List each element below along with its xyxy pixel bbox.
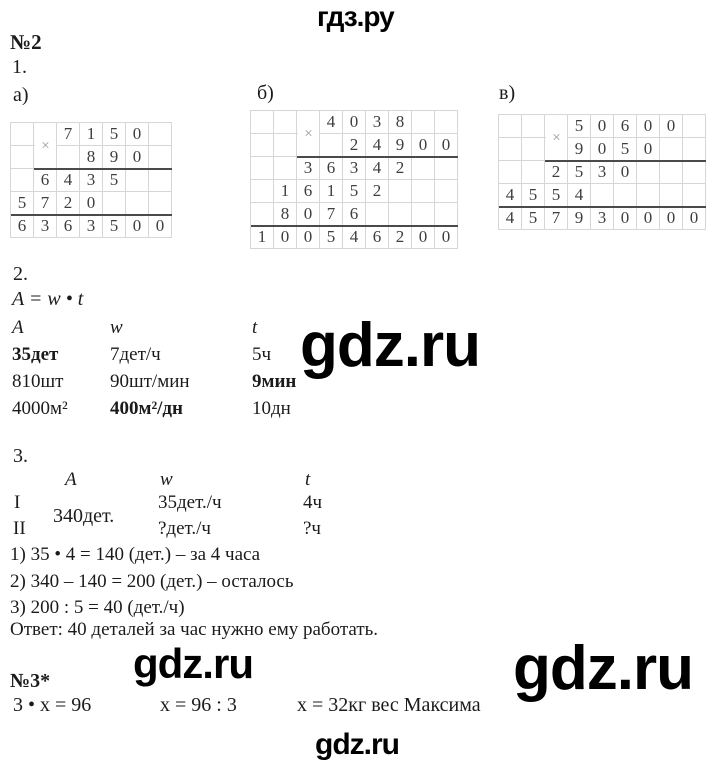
- grid-cell: [320, 134, 343, 157]
- answer-line: Ответ: 40 деталей за час нужно ему работать.: [10, 619, 379, 640]
- grid-cell: 0: [614, 207, 637, 230]
- grid-cell: 0: [683, 207, 706, 230]
- grid-cell: 4: [343, 226, 366, 249]
- part3-w2: ?дет./ч: [158, 518, 211, 539]
- grid-cell: 4: [57, 169, 80, 192]
- part3-w1: 35дет./ч: [158, 492, 222, 513]
- part3-t1: 4ч: [303, 492, 323, 513]
- grid-cell: 5: [343, 180, 366, 203]
- grid-cell: 6: [34, 169, 57, 192]
- grid-cell: 0: [614, 161, 637, 184]
- grid-cell: 3: [343, 157, 366, 180]
- part2-table-header: [12, 314, 296, 341]
- grid-cell: [11, 169, 34, 192]
- grid-cell: [591, 184, 614, 207]
- grid-cell: 0: [126, 146, 149, 169]
- grid-cell: 0: [660, 115, 683, 138]
- grid-cell: 6: [297, 180, 320, 203]
- part2-r1-t: 5ч: [252, 344, 272, 365]
- task2-title: №2: [10, 30, 42, 54]
- grid-cell: 0: [637, 115, 660, 138]
- part3-row1-label: I: [14, 492, 21, 513]
- task3-equation-2: x = 96 : 3: [160, 694, 237, 716]
- part3-header-w: w: [160, 469, 173, 490]
- multiplication-grid-a: [10, 122, 172, 238]
- part3-header-t: t: [305, 469, 311, 490]
- part2-r2-a: 810шт: [12, 371, 64, 392]
- part3-shared-a: 340дет.: [53, 505, 115, 527]
- grid-cell: [683, 184, 706, 207]
- part3-t2: ?ч: [303, 518, 321, 539]
- grid-cell: [637, 161, 660, 184]
- grid-cell: 3: [80, 215, 103, 238]
- grid-cell: [435, 203, 458, 226]
- grid-cell: 4: [366, 157, 389, 180]
- grid-cell: [366, 203, 389, 226]
- grid-cell: 0: [591, 138, 614, 161]
- grid-cell: 0: [126, 123, 149, 146]
- part2-r3-t: 10дн: [252, 398, 291, 419]
- grid-cell: [149, 123, 172, 146]
- grid-cell: [499, 115, 522, 138]
- grid-cell: 5: [103, 169, 126, 192]
- grid-cell: 2: [389, 157, 412, 180]
- part2-r3-w: 400м²/дн: [110, 398, 183, 419]
- grid-cell: 1: [251, 226, 274, 249]
- grid-cell: [435, 111, 458, 134]
- grid-cell: [660, 138, 683, 161]
- grid-cell: [412, 111, 435, 134]
- grid-cell: [499, 138, 522, 161]
- part2-header-t: t: [252, 317, 258, 338]
- grid-cell: 7: [34, 192, 57, 215]
- part2-r1-a: 35дет: [12, 344, 59, 365]
- grid-cell: 7: [57, 123, 80, 146]
- grid-cell: [274, 134, 297, 157]
- grid-cell: [149, 192, 172, 215]
- part2-table: [12, 314, 296, 422]
- grid-cell: 3: [80, 169, 103, 192]
- grid-cell: 0: [660, 207, 683, 230]
- grid-cell: [126, 192, 149, 215]
- grid-cell: 5: [568, 115, 591, 138]
- grid-cell: 0: [80, 192, 103, 215]
- grid-cell: [11, 146, 34, 169]
- grid-cell: [683, 161, 706, 184]
- multiply-icon: ×: [546, 120, 567, 156]
- grid-cell: 0: [126, 215, 149, 238]
- sum-line: [297, 156, 458, 158]
- grid-cell: 2: [545, 161, 568, 184]
- grid-cell: 6: [614, 115, 637, 138]
- multiplication-grid-v: [498, 114, 706, 230]
- grid-cell: [57, 146, 80, 169]
- grid-cell: 5: [320, 226, 343, 249]
- grid-cell: 9: [568, 138, 591, 161]
- grid-cell: [660, 184, 683, 207]
- grid-cell: [11, 123, 34, 146]
- grid-cell: 4: [366, 134, 389, 157]
- grid-cell: [251, 134, 274, 157]
- part3-label: 3.: [13, 445, 28, 467]
- grid-cell: 4: [568, 184, 591, 207]
- task3-title: №3*: [10, 670, 51, 692]
- grid-cell: [683, 115, 706, 138]
- part2-r1-w: 7дет/ч: [110, 344, 161, 365]
- grid-cell: [389, 180, 412, 203]
- grid-cell: 6: [320, 157, 343, 180]
- grid-cell: 8: [274, 203, 297, 226]
- grid-cell: [251, 157, 274, 180]
- grid-cell: [149, 169, 172, 192]
- grid-cell: [126, 169, 149, 192]
- watermark-right: gdz.ru: [513, 634, 693, 703]
- grid-cell: [412, 157, 435, 180]
- multiplication-grid-b: [250, 110, 458, 249]
- grid-cell: 0: [435, 226, 458, 249]
- part2-r3-a: 4000м²: [12, 398, 68, 419]
- multiply-icon: ×: [35, 128, 56, 164]
- grid-cell: 5: [614, 138, 637, 161]
- grid-cell: 9: [568, 207, 591, 230]
- part1-label: 1.: [12, 56, 27, 78]
- grid-cell: [683, 138, 706, 161]
- grid-cell: [522, 161, 545, 184]
- grid-cell: 5: [522, 184, 545, 207]
- solution-step-3: 3) 200 : 5 = 40 (дет./ч): [10, 597, 185, 618]
- grid-cell: 5: [522, 207, 545, 230]
- grid-cell: 6: [343, 203, 366, 226]
- grid-cell: 4: [499, 207, 522, 230]
- sum-line: [34, 168, 172, 170]
- grid-cell: 6: [11, 215, 34, 238]
- grid-cell: 5: [103, 215, 126, 238]
- grid-cell: [412, 203, 435, 226]
- grid-cell: 8: [389, 111, 412, 134]
- grid-cell: 3: [297, 157, 320, 180]
- grid-cell: [251, 111, 274, 134]
- grid-cell: 0: [297, 203, 320, 226]
- grid-cell: 1: [80, 123, 103, 146]
- sum-line: [545, 160, 706, 162]
- part2-header-w: w: [110, 317, 123, 338]
- grid-b-label: б): [257, 82, 274, 104]
- grid-cell: [522, 138, 545, 161]
- grid-cell: [389, 203, 412, 226]
- watermark-mid-left: gdz.ru: [133, 640, 253, 687]
- grid-cell: 7: [320, 203, 343, 226]
- grid-cell: 3: [591, 161, 614, 184]
- task3-equation-1: 3 • x = 96: [13, 694, 92, 716]
- grid-cell: [499, 161, 522, 184]
- grid-cell: [149, 146, 172, 169]
- grid-cell: 4: [499, 184, 522, 207]
- grid-cell: 5: [545, 184, 568, 207]
- grid-cell: 2: [389, 226, 412, 249]
- part2-table-row: [12, 341, 296, 368]
- grid-cell: [522, 115, 545, 138]
- solution-step-2: 2) 340 – 140 = 200 (дет.) – осталось: [10, 571, 294, 592]
- grid-cell: 3: [366, 111, 389, 134]
- grid-cell: 0: [591, 115, 614, 138]
- grid-cell: 9: [389, 134, 412, 157]
- part2-label: 2.: [13, 263, 28, 285]
- watermark-section2: gdz.ru: [300, 311, 480, 380]
- grid-cell: 1: [320, 180, 343, 203]
- grid-cell: [251, 203, 274, 226]
- sum-line: [251, 225, 458, 227]
- grid-cell: [103, 192, 126, 215]
- sum-line: [499, 206, 706, 208]
- part2-table-row: [12, 368, 296, 395]
- grid-cell: 0: [297, 226, 320, 249]
- part2-r2-t: 9мин: [252, 371, 297, 392]
- grid-v-label: в): [499, 82, 516, 104]
- grid-cell: 0: [412, 134, 435, 157]
- grid-cell: 0: [149, 215, 172, 238]
- grid-cell: 8: [80, 146, 103, 169]
- multiply-icon: ×: [298, 116, 319, 152]
- watermark-bottom: gdz.ru: [315, 728, 399, 761]
- grid-cell: 7: [545, 207, 568, 230]
- grid-cell: 2: [343, 134, 366, 157]
- grid-cell: 6: [57, 215, 80, 238]
- grid-cell: 5: [103, 123, 126, 146]
- grid-cell: [435, 180, 458, 203]
- site-logo: гдз.ру: [317, 1, 394, 32]
- grid-cell: [435, 157, 458, 180]
- grid-cell: 9: [103, 146, 126, 169]
- part3-row2-label: II: [13, 518, 26, 539]
- grid-cell: [251, 180, 274, 203]
- grid-cell: 3: [591, 207, 614, 230]
- grid-cell: [637, 184, 660, 207]
- grid-cell: 0: [637, 207, 660, 230]
- part3-header-a: A: [65, 469, 77, 490]
- grid-cell: 0: [435, 134, 458, 157]
- grid-cell: 3: [34, 215, 57, 238]
- grid-cell: 0: [412, 226, 435, 249]
- grid-cell: [660, 161, 683, 184]
- grid-cell: 2: [57, 192, 80, 215]
- grid-cell: 5: [11, 192, 34, 215]
- solution-step-1: 1) 35 • 4 = 140 (дет.) – за 4 часа: [10, 544, 261, 565]
- grid-cell: [412, 180, 435, 203]
- grid-cell: 1: [274, 180, 297, 203]
- task3-equation-3: x = 32кг вес Максима: [297, 694, 481, 716]
- grid-cell: 2: [366, 180, 389, 203]
- grid-a-label: а): [13, 84, 29, 106]
- grid-cell: 4: [320, 111, 343, 134]
- grid-cell: 0: [637, 138, 660, 161]
- grid-cell: [614, 184, 637, 207]
- part2-formula: A = w • t: [12, 288, 84, 310]
- grid-cell: 5: [568, 161, 591, 184]
- grid-cell: [274, 157, 297, 180]
- grid-cell: [274, 111, 297, 134]
- part2-r2-w: 90шт/мин: [110, 371, 190, 392]
- part2-header-a: A: [12, 317, 24, 338]
- sum-line: [11, 214, 172, 216]
- grid-cell: 0: [343, 111, 366, 134]
- grid-cell: 6: [366, 226, 389, 249]
- grid-cell: 0: [274, 226, 297, 249]
- part2-table-row: [12, 395, 296, 422]
